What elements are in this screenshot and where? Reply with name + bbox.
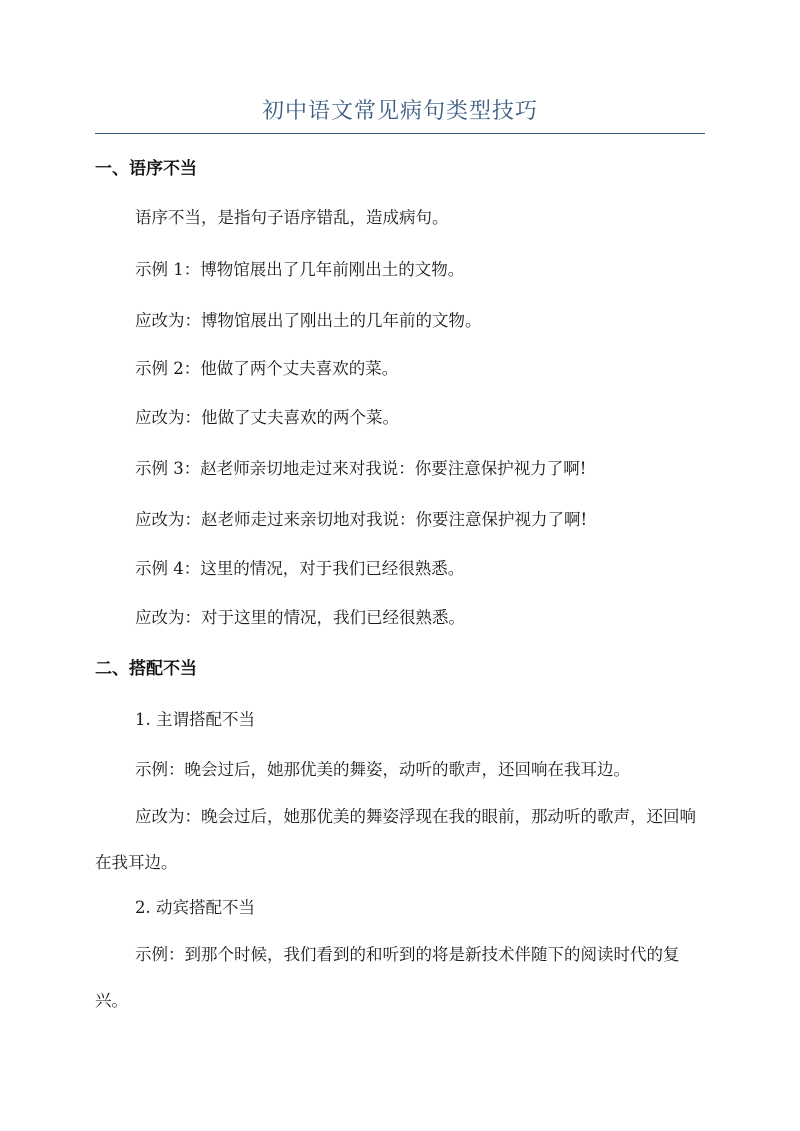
section-heading: 一、语序不当 xyxy=(95,159,197,179)
paragraph: 示例：晚会过后，她那优美的舞姿，动听的歌声，还回响在我耳边。 xyxy=(135,760,630,779)
paragraph: 语序不当，是指句子语序错乱，造成病句。 xyxy=(135,208,449,227)
title-divider xyxy=(95,133,705,134)
section-heading: 二、搭配不当 xyxy=(95,659,197,679)
paragraph: 示例 3：赵老师亲切地走过来对我说：你要注意保护视力了啊! xyxy=(135,459,587,478)
paragraph: 示例 2：他做了两个丈夫喜欢的菜。 xyxy=(135,359,399,378)
paragraph: 应改为：赵老师走过来亲切地对我说：你要注意保护视力了啊! xyxy=(135,510,588,529)
paragraph: 2. 动宾搭配不当 xyxy=(135,898,255,917)
paragraph: 应改为：对于这里的情况，我们已经很熟悉。 xyxy=(135,608,465,627)
paragraph: 应改为：博物馆展出了刚出土的几年前的文物。 xyxy=(135,311,482,330)
document-title: 初中语文常见病句类型技巧 xyxy=(261,99,538,124)
paragraph: 示例：到那个时候，我们看到的和听到的将是新技术伴随下的阅读时代的复兴。 xyxy=(95,945,680,1010)
paragraph: 应改为：他做了丈夫喜欢的两个菜。 xyxy=(135,408,399,427)
paragraph: 示例 4：这里的情况，对于我们已经很熟悉。 xyxy=(135,559,465,578)
paragraph: 示例 1：博物馆展出了几年前刚出土的文物。 xyxy=(135,260,465,279)
paragraph: 应改为：晚会过后，她那优美的舞姿浮现在我的眼前，那动听的歌声，还回响在我耳边。 xyxy=(95,807,696,872)
paragraph: 1. 主谓搭配不当 xyxy=(135,710,255,729)
